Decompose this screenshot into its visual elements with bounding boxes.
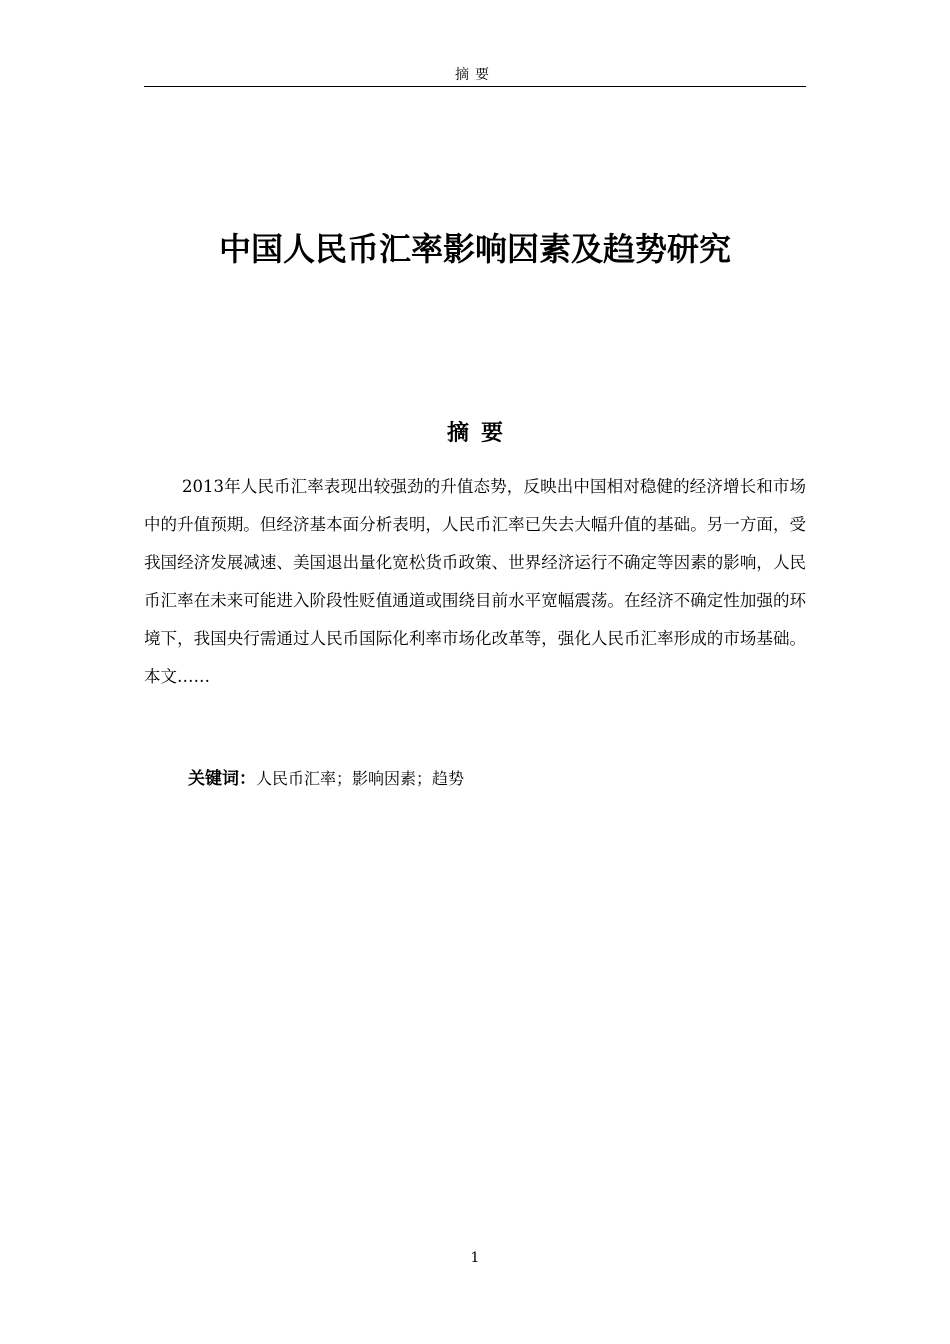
page-number: 1 xyxy=(470,1250,480,1266)
document-title: 中国人民币汇率影响因素及趋势研究 xyxy=(218,230,731,268)
keywords-values: 人民币汇率；影响因素；趋势 xyxy=(256,769,465,788)
keywords-line xyxy=(188,764,806,794)
keywords-label: 关键词： xyxy=(188,769,256,789)
abstract-heading: 摘要 xyxy=(446,421,515,446)
running-header: 摘要 xyxy=(144,64,806,87)
abstract-body: 2013年人民币汇率表现出较强劲的升值态势，反映出中国相对稳健的经济增长和市场中的升值预期。但经济基本面分析表明，人民币汇率已失去大幅升值的基础。另一方面，受我国经济发展减速、美国退出量化宽松货币政策、世界经济运行不确定等因素的影响，人民币汇率在未来可能进入阶段性贬值通道或围绕目前水平宽幅震荡。在经济不确定性加强的环境下，我国央行需通过人民币国际化利率市场化改革等，强化人民币汇率形成的市场基础。本文…… xyxy=(144,477,806,686)
